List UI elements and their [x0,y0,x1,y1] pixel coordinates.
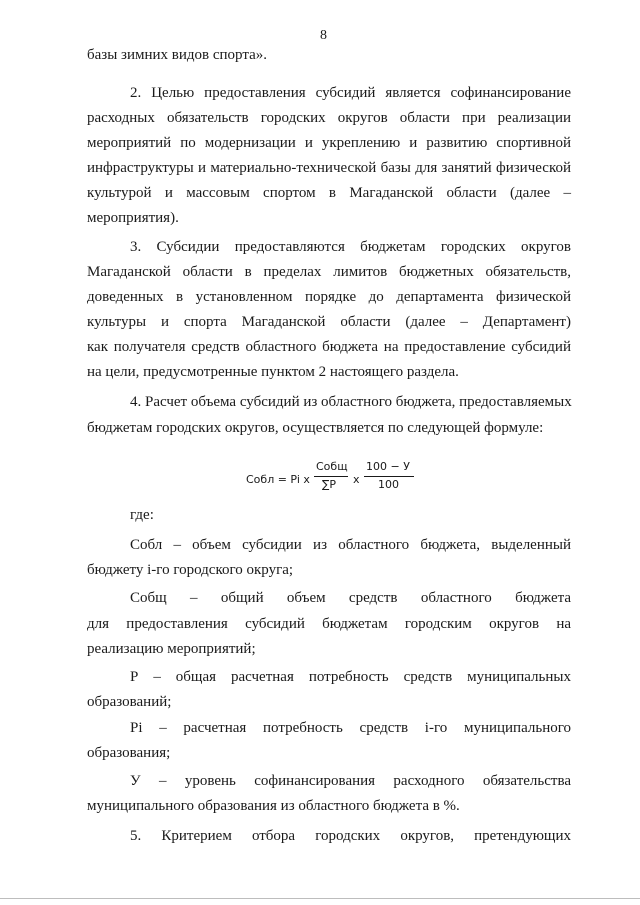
text-line: Магаданской области в пределах лимитов бюджетных обязательств, [87,264,571,280]
text-line: инфраструктуры и материально-технической базы для занятий физической [87,160,571,176]
text-line: культуры и спорта Магаданской области (далее – Департамент) [87,314,571,330]
text-line: для предоставления субсидий бюджетам городским округов на [87,616,571,632]
text-line: доведенных в установленном порядке до департамента физической [87,289,571,305]
text-line: где: [130,507,154,523]
definition-line: Собл – объем субсидии из областного бюджета, выделенный [130,537,571,553]
paragraph-2-first-line: 2. Целью предоставления субсидий является софинансирование [130,85,571,101]
page-bottom-rule [0,898,640,899]
formula-numerator-2: 100 − У [366,460,410,473]
definition-line: Pi – расчетная потребность средств i-го муниципального [130,720,571,736]
text-line: как получателя средств областного бюджета на предоставление субсидий [87,339,571,355]
formula-numerator-1: Собщ [316,460,348,473]
paragraph-4-first-line: 4. Расчет объема субсидий из областного бюджета, предоставляемых [130,394,572,410]
formula-lhs: Собл = Pi x [246,473,310,486]
definition-line: Собщ – общий объем средств областного бюджета [130,590,571,606]
fraction-bar-2 [364,476,414,477]
paragraph-3-first-line: 3. Субсидии предоставляются бюджетам городских округов [130,239,571,255]
text-line: на цели, предусмотренные пунктом 2 настоящего раздела. [87,364,459,380]
text-line: бюджету i-го городского округа; [87,562,294,578]
text-line: мероприятий по модернизации и укреплению и развитию спортивной [87,135,571,151]
text-line: образований; [87,694,172,710]
fraction-bar-1 [314,476,348,477]
text-line: муниципального образования из областного бюджета в %. [87,798,460,814]
formula-denominator-1: ∑P [322,478,337,491]
text-line: культурой и массовым спортом в Магаданской области (далее – [87,185,571,201]
definition-line: У – уровень софинансирования расходного обязательства [130,773,571,789]
formula-denominator-2: 100 [378,478,399,491]
formula-times: x [353,473,360,486]
text-line: бюджетам городских округов, осуществляется по следующей формуле: [87,420,544,436]
text-line: базы зимних видов спорта». [87,47,267,63]
text-line: образования; [87,745,171,761]
page-number: 8 [320,28,327,43]
text-line: мероприятия). [87,210,179,226]
text-line: реализацию мероприятий; [87,641,256,657]
paragraph-5-first-line: 5. Критерием отбора городских округов, претендующих [130,828,571,844]
subsidy-formula [246,460,416,500]
definition-line: Р – общая расчетная потребность средств муниципальных [130,669,571,685]
text-line: расходных обязательств городских округов области при реализации [87,110,571,126]
